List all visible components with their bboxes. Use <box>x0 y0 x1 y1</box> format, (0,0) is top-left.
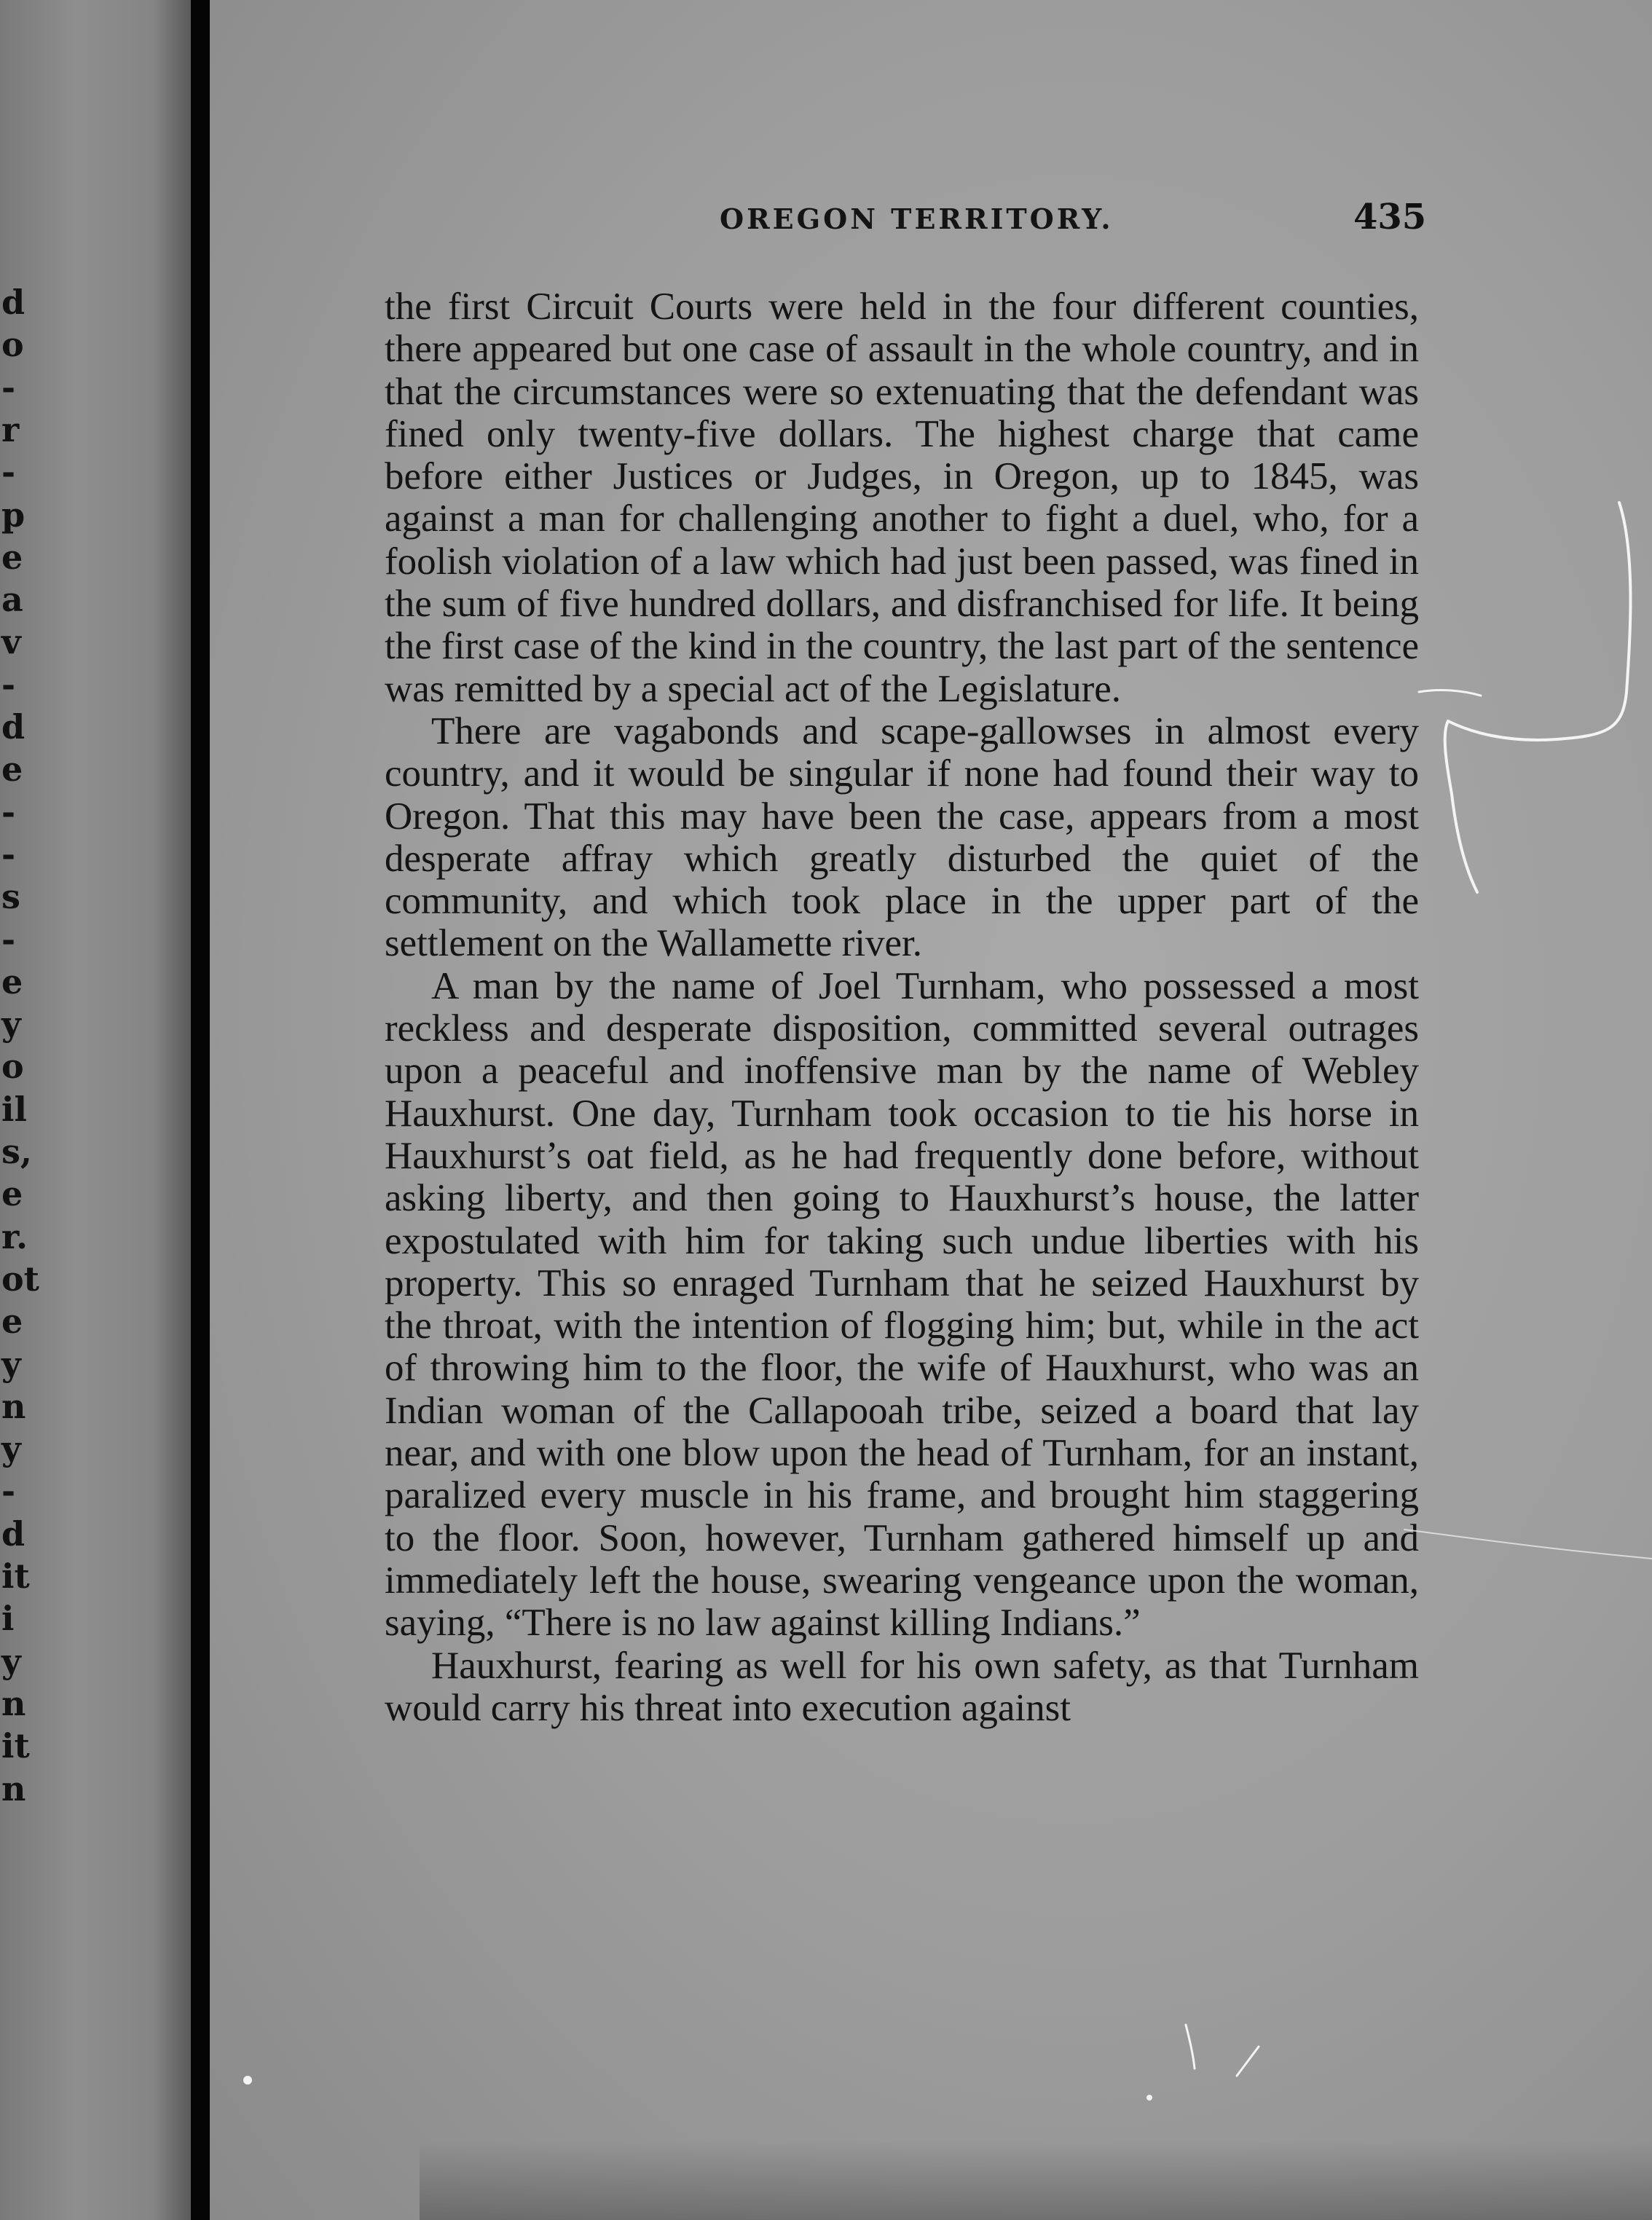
facing-page-letters <box>0 0 39 2220</box>
facing-page-edge <box>0 0 191 2220</box>
facing-page-letter: o <box>1 325 24 365</box>
facing-page-letter: n <box>1 1768 26 1808</box>
paragraph-1: the first Circuit Courts were held in the four different counties, there appeared but one case of assault in the whole country, and in that the circumstances were so extenuating that the defendant was fined only twenty-five dollars. The highest charge that came before either Justices or Judges, in Oregon, up to 1845, was against a man for challenging another to fight a duel, who, for a foolish violation of a law which had just been passed, was fined in the sum of five hundred dollars, and disfranchised for life. It being the first case of the kind in the country, the last part of the sentence was remitted by a special act of the Legislature. <box>385 286 1419 710</box>
facing-page-letter: - <box>1 919 16 959</box>
facing-page-letter: y <box>1 1344 21 1384</box>
paragraph-4: Hauxhurst, fearing as well for his own safety, as that Turnham would carry his threat into execution against <box>385 1644 1419 1729</box>
facing-page-letter: o <box>1 1047 24 1087</box>
paragraph-2: There are vagabonds and scape-gallowses in almost every country, and it would be singular if none had found their way to Oregon. That this may have been the case, appears from a most desperate affray which greatly disturbed the quiet of the community, and which took place in the upper part of the settlement on the Wallamette river. <box>385 709 1419 965</box>
page-bottom-shadow <box>420 2141 1652 2220</box>
facing-page-letter: s, <box>1 1132 32 1171</box>
facing-page-letter: - <box>1 664 16 704</box>
facing-page-letter: - <box>1 1471 16 1511</box>
facing-page-letter: d <box>1 707 25 747</box>
facing-page-letter: e <box>1 1302 23 1342</box>
page-435 <box>210 0 1652 2220</box>
facing-page-letter: - <box>1 834 16 874</box>
facing-page-letter: n <box>1 1683 26 1723</box>
facing-page-letter: d <box>1 283 25 322</box>
book-gutter <box>191 0 210 2220</box>
paragraph-3: A man by the name of Joel Turnham, who possessed a most reckless and desperate disposition, committed several outrages upon a peaceful and inoffensive man by the name of Webley Hauxhurst. One day, Turnham took occasion to tie his horse in Hauxhurst’s oat field, as he had frequently done before, without asking liberty, and then going to Hauxhurst’s house, the latter expostulated with him for taking such undue liberties with his property. This so enraged Turnham that he seized Hauxhurst by the throat, with the intention of flogging him; but, while in the act of throwing him to the floor, the wife of Hauxhurst, who was an Indian woman of the Callapooah tribe, seized a board that lay near, and with one blow upon the head of Turnham, for an instant, paralized every muscle in his frame, and brought him staggering to the floor. Soon, however, Turnham gathered himself up and immediately left the house, swearing vengeance upon the woman, saying, “There is no law against killing Indians.” <box>385 964 1419 1645</box>
facing-page-letter: ot <box>1 1259 39 1299</box>
page-body <box>385 286 1419 1729</box>
facing-page-letter: e <box>1 749 23 790</box>
facing-page-letter: e <box>1 537 23 577</box>
facing-page-letter: e <box>1 961 23 1001</box>
facing-page-letter: it <box>1 1726 30 1766</box>
facing-page-letter: it <box>1 1556 30 1596</box>
running-title: OREGON TERRITORY. <box>720 202 1114 235</box>
facing-page-letter: s <box>1 877 20 917</box>
facing-page-letter: y <box>1 1004 21 1044</box>
facing-page-letter: y <box>1 1641 21 1681</box>
facing-page-letter: il <box>1 1089 27 1129</box>
facing-page-letter: n <box>1 1386 26 1426</box>
facing-page-letter: a <box>1 580 23 620</box>
facing-page-letter: - <box>1 367 16 407</box>
facing-page-letter: i <box>1 1599 15 1639</box>
facing-page-letter: r <box>1 409 20 449</box>
facing-page-letter: v <box>1 622 21 662</box>
facing-page-letter: r. <box>1 1216 28 1256</box>
facing-page-letter: - <box>1 792 16 832</box>
page-number: 435 <box>1353 197 1427 237</box>
facing-page-letter: p <box>1 495 25 535</box>
facing-page-letter: - <box>1 452 16 492</box>
facing-page-letter: y <box>1 1429 21 1469</box>
facing-page-letter: e <box>1 1174 23 1214</box>
facing-page-letter: d <box>1 1514 25 1554</box>
